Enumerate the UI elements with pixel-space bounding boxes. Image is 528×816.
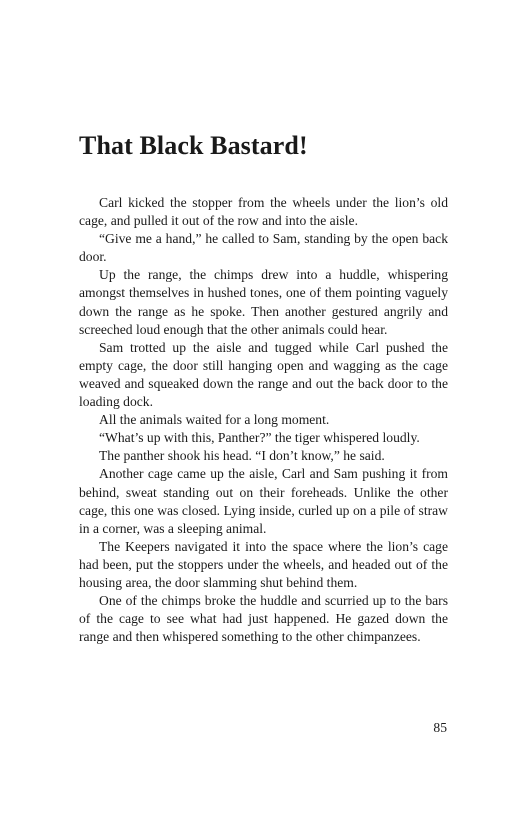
paragraph: The panther shook his head. “I don’t know,” he said. [99,448,385,464]
paragraph: All the animals waited for a long moment. [99,412,330,428]
chapter-title: That Black Bastard! [79,131,308,160]
paragraph: Carl kicked the stopper from the wheels under the lion’s old cage, and pulled it out of the row and into the aisle. [79,195,448,229]
chapter-body [79,194,448,646]
paragraph: The Keepers navigated it into the space where the lion’s cage had been, put the stoppers under the wheels, and headed out of the housing area, the door slamming shut behind them. [79,538,448,590]
page-number: 85 [433,720,447,735]
paragraph: Another cage came up the aisle, Carl and Sam pushing it from behind, sweat standing out on their foreheads. Unlike the other cage, this one was closed. Lying inside, curled up on a pile of straw in a corner, was a sleeping animal. [79,466,448,536]
paragraph: Sam trotted up the aisle and tugged while Carl pushed the empty cage, the door still hanging open and wagging as the cage weaved and squeaked down the range and out the back door to the loading dock. [79,339,448,410]
paragraph: “What’s up with this, Panther?” the tiger whispered loudly. [99,430,420,446]
paragraph: One of the chimps broke the huddle and scurried up to the bars of the cage to see what had just happened. He gazed down the range and then whispered something to the other chimpanzees. [79,593,448,645]
paragraph: Up the range, the chimps drew into a huddle, whispering amongst themselves in hushed tones, one of them pointing vaguely down the range as he spoke. Then another gestured angrily and screeched loud enough that the other animals could hear. [79,267,448,337]
paragraph: “Give me a hand,” he called to Sam, standing by the open back door. [79,231,448,265]
